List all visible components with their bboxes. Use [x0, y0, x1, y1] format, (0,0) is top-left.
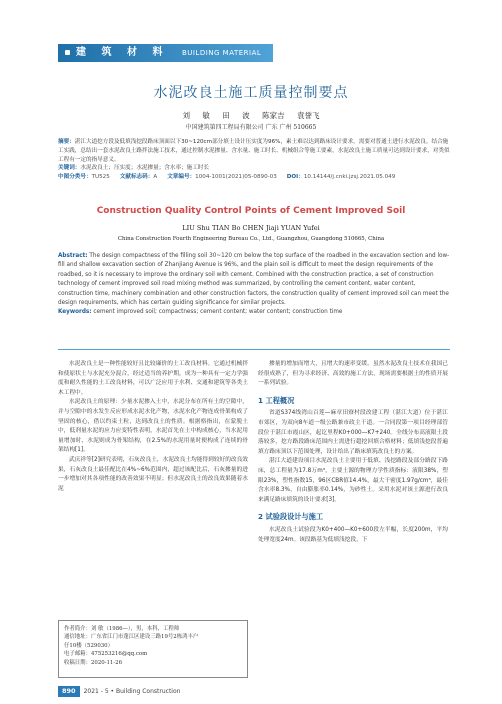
paper-title: 水泥改良土施工质量控制要点 — [153, 85, 349, 101]
clc-value: TU525 — [91, 174, 110, 181]
left-column — [58, 360, 248, 494]
cn-abstract-text: 湛江大道挖方段及低填浅挖段路床顶面以下30~120cm部分填土设计压实度为96%，素土难以达到路床设计要求，需要对普通土进行水泥改良。结合施工实践，总结出一套水泥改良土路拌法施工技术，通过控制水泥掺量、含水量、施工时长、机械组合等施工要素，水泥改良土施工质量可达到设计要求，对类似工程有一定的指导意义。 — [58, 139, 450, 163]
header-square-icon — [65, 50, 70, 55]
authors: 刘 敏 田 波 陈家吉 袁誉飞 — [182, 111, 320, 120]
en-abstract — [58, 252, 450, 308]
cn-keywords-text: 水泥改良土；压实度；水泥掺量；含水率；施工时长 — [80, 165, 210, 172]
en-affiliation: China Construction Fourth Engineering Bureau Co., Ltd., Guangzhou, Guangdong 510665, China — [117, 236, 385, 242]
body-paragraph: 湛江大道建设项目水泥改良土主要用于低填、浅挖路段及部分路段下路床，总工程量为17.8万m³，主要土源的物理力学性质指标：液限38%，塑限23%，塑性指数15，96区CBR值14.4%，最大干密度1.97g/cm³，最佳含水率8.3%，自由膨胀率0.14%，为砂性土。采用水泥对该土源进行改良来满足路床填筑的设计要求[3]。 — [258, 458, 448, 503]
author-info-line: 电子邮箱：475253216@qq.com — [64, 651, 148, 658]
cn-keywords — [58, 164, 450, 173]
en-title: Construction Quality Control Points of Cement Improved Soil — [96, 206, 406, 216]
page-number: 890 — [58, 686, 80, 697]
section-heading: 1 工程概况 — [258, 395, 295, 405]
en-abstract-label: Abstract: — [58, 253, 88, 259]
header-en: BUILDING MATERIAL — [181, 49, 262, 57]
section-heading: 2 试验段设计与施工 — [258, 512, 324, 522]
footer-text: 2021 - 5 • Building Construction — [83, 688, 181, 695]
doi-label: DOI： — [286, 174, 304, 181]
right-column — [258, 360, 448, 545]
en-abstract-text: The design compactness of the filling soil 30~120 cm below the top surface of the roadbed in the excavation section and low-fill and shallow excavation section of Zhanjiang Avenue is 96%, and the plain soil is difficult to meet the design requirements of the roadbed, so it is necessary to improve the ordinary soil with cement. Combined with the construction practice, a set of construction technology of cement improved soil road mixing method was summarized, by controlling the cement content, water content, construction time, machinery combination and other construction factors, the construction quality of cement improved soil can meet the design requirements, which has certain guiding significance for similar projects. — [58, 253, 450, 307]
en-authors: LIU Shu TIAN Bo CHEN Jiaji YUAN Yufei — [182, 224, 320, 232]
body-paragraph: 水泥改良土试验段为K0+400—K0+600段左半幅，长度200m，平均处理宽度24m。该段路基为低填浅挖段，下 — [258, 526, 448, 543]
author-info-box — [58, 620, 248, 678]
page-footer — [58, 686, 180, 697]
body-paragraph: 水泥改良土是一种性能较好且比较廉价的土工改良材料。它通过机械拌和使原状土与水泥充分混合，经过适当的养护期，成为一种具有一定力学强度和耐久性能的土工改良材料，可以广泛应用于水利、交通和建筑等各类土木工程中。 — [58, 361, 248, 396]
body-paragraph: 武庆祥等[2]研究表明，石灰改良土，水泥改良土均能得到较好的改良效果，石灰改良土最佳配比在4%~6%范围内，超过该配比后，石灰掺量的进一步增加对其各项性能的改善效果不明显；但水泥改良土的改良效果随着水泥 — [58, 456, 248, 492]
body-paragraph: 水泥改良土的原理：少量水泥掺入土中，水泥分布在所有土的空隙中，并与空隙中的水发生反应形成水泥水化产物，水泥水化产物连成骨架构成了坚固的核心，借以约束土粒，达到改良土的性质。根据格指出，在蒙脱土中，低剂量水泥的应力应变特性表明，水泥首先在土中构成核心，当水泥用量增加时，水泥则成为骨架结构，在2.5%的水泥用量时便构成了连续的骨架结构[1]。 — [58, 399, 248, 454]
en-keywords-text: cement improved soil; compactness; cement content; water content; construction time — [91, 309, 343, 316]
code-value: A — [153, 174, 158, 181]
author-info-line: 收稿日期：2020-11-26 — [64, 659, 123, 666]
article-id-label: 文章编号： — [167, 174, 196, 181]
en-keywords — [58, 308, 450, 317]
affiliation: 中国建筑第四工程局有限公司 广东 广州 510665 — [185, 124, 317, 131]
author-info-line: 通信地址：广东省江门市蓬江区建设三路19号2栋鸿丰户 — [64, 634, 199, 641]
en-keywords-label: Keywords: — [58, 309, 92, 316]
article-meta — [58, 173, 450, 182]
body-paragraph: 省道S374线湾山百莲—麻章田寮村段改建工程（湛江大道）位于湛江市郊区，为双向8车道一级公路兼市政主干道。一合同段第一项目经理部管段位于湛江市霞山区，起讫里程K0+000—K7+240。全线分布高液限土段落较多，挖方路段路床范围内土需进行超挖回填合格材料；低填浅挖段普遍填方路床顶以下范围处理，设计给出了路床填筑改良土的方案。 — [258, 410, 448, 455]
header-cn: 建 筑 材 料 — [76, 47, 169, 58]
clc-label: 中图分类号： — [58, 174, 92, 181]
code-label: 文献标志码： — [119, 174, 154, 181]
journal-section-header — [58, 44, 273, 62]
cn-abstract-label: 摘要： — [58, 139, 75, 145]
cn-keywords-label: 关键词： — [58, 165, 81, 172]
divider — [58, 349, 450, 350]
article-id-value: 1004-1001(2021)05-0890-03 — [195, 174, 277, 181]
author-info-line: 作者简介：刘 敏（1986—），男，本科，工程师 — [64, 626, 180, 632]
en-abstract-block — [58, 252, 450, 318]
cn-abstract — [58, 138, 450, 164]
doi-value[interactable]: 10.14144/j.cnki.jzsj.2021.05.049 — [303, 174, 396, 181]
author-info-line: 仔10楼（529030） — [64, 642, 114, 649]
body-paragraph: 掺量的增加而增大，且增大的速率变缓。虽然水泥改良土技术在我国已经很成熟了，但为寻求经济、高效的施工方法，现场需要根据土的性质开展一系列试验。 — [258, 361, 448, 387]
cn-abstract-block — [58, 138, 450, 182]
